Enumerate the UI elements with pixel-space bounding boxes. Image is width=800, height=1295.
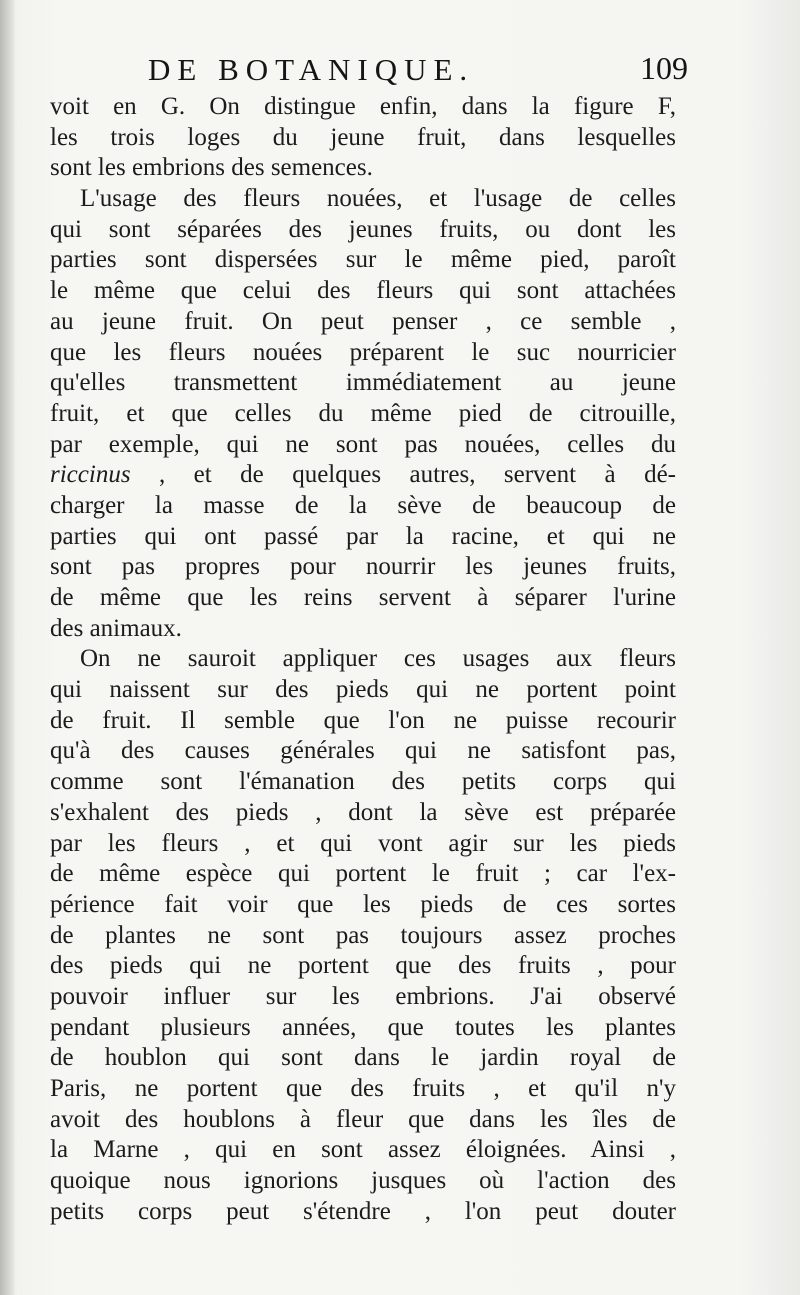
text-line <box>50 460 676 491</box>
text-line: sont pas propres pour nourrir les jeunes fruits, <box>50 553 676 581</box>
text-line: petits corps peut s'étendre , l'on peut douter <box>50 1197 676 1225</box>
body-text <box>50 92 676 1227</box>
text-line: L'usage des fleurs nouées, et l'usage de celles <box>80 185 676 213</box>
running-head: DE BOTANIQUE. <box>148 52 475 87</box>
text-line: par les fleurs , et qui vont agir sur les pieds <box>50 829 676 857</box>
page-header <box>148 52 688 96</box>
text-line: s'exhalent des pieds , dont la sève est préparée <box>50 798 676 826</box>
text-line: que les fleurs nouées préparent le suc nourricier <box>50 338 676 366</box>
page-number: 109 <box>640 50 688 86</box>
page-edge-shadow <box>0 0 14 1295</box>
text-line: le même que celui des fleurs qui sont attachées <box>50 277 676 305</box>
text-line: de houblon qui sont dans le jardin royal de <box>50 1044 676 1072</box>
text-line: parties sont dispersées sur le même pied, paroît <box>50 246 676 274</box>
text-line: quoique nous ignorions jusques où l'action des <box>50 1167 676 1195</box>
text-line: parties qui ont passé par la racine, et qui ne <box>50 522 676 550</box>
text-line: pouvoir influer sur les embrions. J'ai observé <box>50 982 676 1010</box>
text-segment: , et de quelques autres, servent à dé- <box>130 461 676 489</box>
text-line: qu'elles transmettent immédiatement au jeune <box>50 369 676 397</box>
text-line: par exemple, qui ne sont pas nouées, celles du <box>50 430 676 458</box>
text-line: les trois loges du jeune fruit, dans lesquelles <box>50 123 676 151</box>
italic-term: riccinus <box>50 461 131 489</box>
text-line: de même que les reins servent à séparer l'urine <box>50 584 676 611</box>
text-line: la Marne , qui en sont assez éloignées. Ainsi , <box>50 1136 676 1164</box>
text-line: qui sont séparées des jeunes fruits, ou dont les <box>50 215 676 243</box>
text-line: voit en G. On distingue enfin, dans la figure F, <box>50 93 676 120</box>
text-line: des pieds qui ne portent que des fruits , pour <box>50 952 676 980</box>
text-line: Paris, ne portent que des fruits , et qu'il n'y <box>50 1075 676 1102</box>
text-line: qu'à des causes générales qui ne satisfont pas, <box>50 737 676 765</box>
text-line: charger la masse de la sève de beaucoup de <box>50 491 676 519</box>
text-line: des animaux. <box>50 614 182 642</box>
text-line: avoit des houblons à fleur que dans les îles de <box>50 1105 676 1133</box>
text-line: périence fait voir que les pieds de ces sortes <box>50 890 676 918</box>
text-line: sont les embrions des semences. <box>50 154 373 182</box>
text-line: comme sont l'émanation des petits corps qui <box>50 768 676 796</box>
text-line: de plantes ne sont pas toujours assez proches <box>50 921 676 949</box>
text-line: au jeune fruit. On peut penser , ce semble , <box>50 307 676 335</box>
text-line: qui naissent sur des pieds qui ne portent point <box>50 676 676 704</box>
text-line: On ne sauroit appliquer ces usages aux fleurs <box>80 645 676 673</box>
text-line: de même espèce qui portent le fruit ; car l'ex- <box>50 860 676 888</box>
text-line: de fruit. Il semble que l'on ne puisse recourir <box>50 706 676 734</box>
text-line: fruit, et que celles du même pied de citrouille, <box>50 399 676 427</box>
text-line: pendant plusieurs années, que toutes les plantes <box>50 1013 676 1041</box>
